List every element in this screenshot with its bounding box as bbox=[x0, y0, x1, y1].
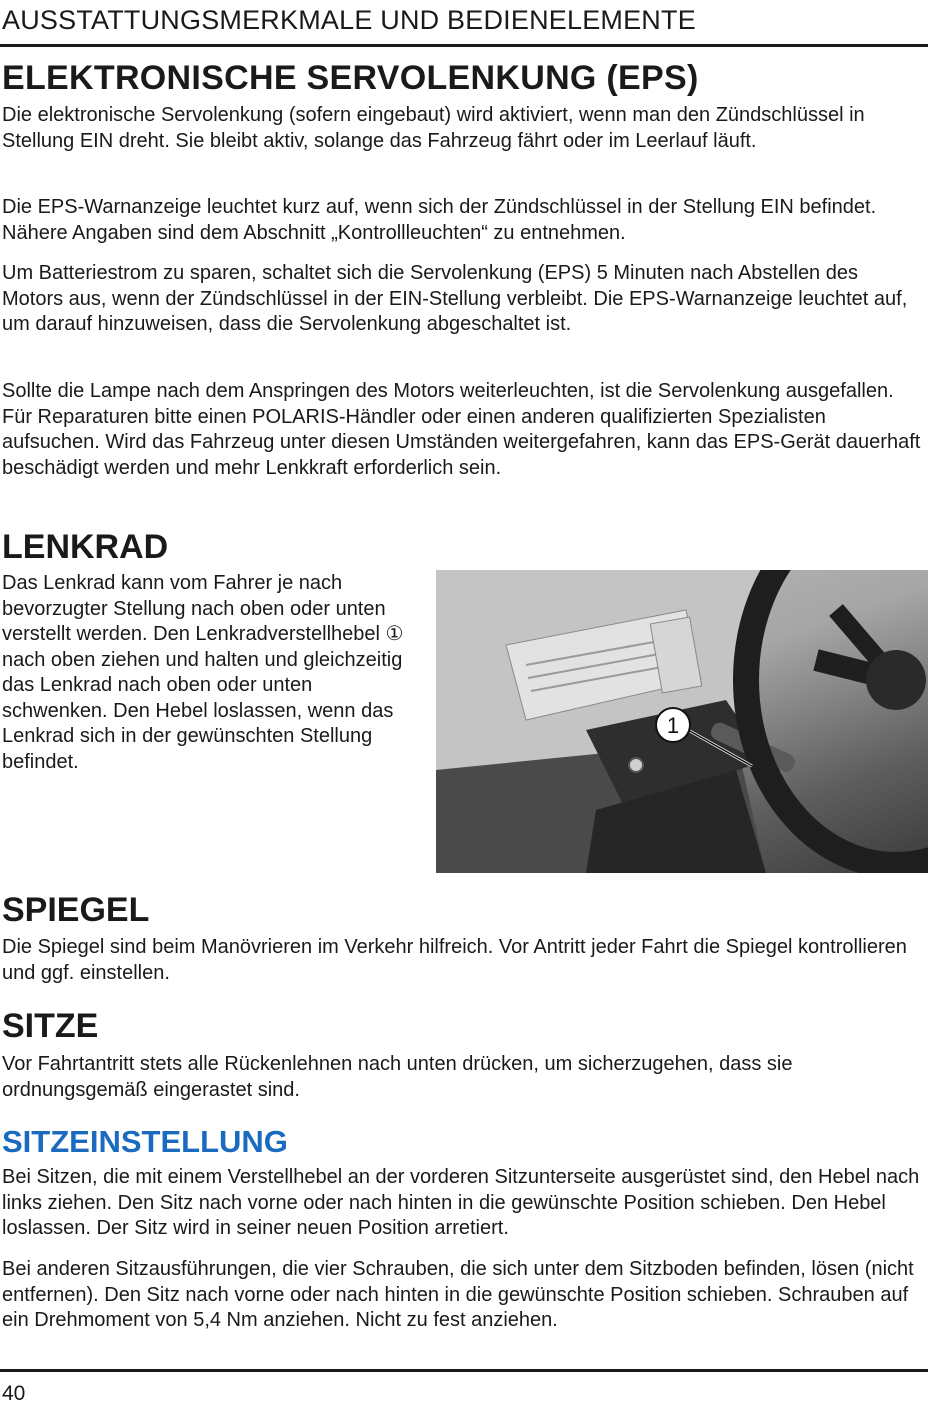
sitze-paragraph: Vor Fahrtantritt stets alle Rückenlehnen nach unten drücken, um sicherzugehen, dass sie ordnungsgemäß eingerastet sind. bbox=[2, 1053, 793, 1101]
lenkrad-paragraph: Das Lenkrad kann vom Fahrer je nach bevorzugter Stellung nach oben oder unten verstellt werden. Den Lenkradverstellhebel ① nach oben ziehen und halten und gleichzeitig das Lenkrad nach oben oder unten schwenken. Den Hebel loslassen, wenn das Lenkrad sich in der gewünschten Stellung befindet. bbox=[2, 572, 404, 773]
footer-rule bbox=[0, 1369, 928, 1372]
section-header: AUSSTATTUNGSMERKMALE UND BEDIENELEMENTE bbox=[2, 5, 696, 35]
sitzeinstellung-paragraph-1: Bei Sitzen, die mit einem Verstellhebel an der vorderen Sitzunterseite ausgerüstet sind, den Hebel nach links ziehen. Den Sitz nach vorne oder nach hinten in die gewünschte Position schieben. Den Hebel loslassen. Der Sitz wird in seiner neuen Position arretiert. bbox=[2, 1166, 920, 1239]
spiegel-paragraph: Die Spiegel sind beim Manövrieren im Verkehr hilfreich. Vor Antritt jeder Fahrt die Spiegel kontrollieren und ggf. einstellen. bbox=[2, 936, 907, 984]
sitze-heading: SITZE bbox=[2, 1007, 99, 1045]
eps-paragraph-3: Um Batteriestrom zu sparen, schaltet sich die Servolenkung (EPS) 5 Minuten nach Abstellen des Motors aus, wenn der Zündschlüssel in der EIN-Stellung verbleibt. Die EPS-Warnanzeige leuchtet auf, um darauf hinzuweisen, dass die Servolenkung abgeschaltet ist. bbox=[2, 262, 908, 335]
steering-wheel-photo bbox=[436, 570, 928, 873]
sitzeinstellung-heading: SITZEINSTELLUNG bbox=[2, 1124, 288, 1159]
eps-paragraph-4: Sollte die Lampe nach dem Anspringen des Motors weiterleuchten, ist die Servolenkung ausgefallen. Für Reparaturen bitte einen POLARIS-Händler oder einen anderen qualifizierten Spezialisten aufsuchen. Wird das Fahrzeug unter diesen Umständen weitergefahren, kann das EPS-Gerät dauerhaft beschädigt werden und mehr Lenkkraft erforderlich sein. bbox=[2, 380, 921, 479]
eps-paragraph-2: Die EPS-Warnanzeige leuchtet kurz auf, wenn sich der Zündschlüssel in der Stellung EIN befindet. Nähere Angaben sind dem Abschnitt „Kontrollleuchten“ zu entnehmen. bbox=[2, 196, 877, 244]
page-number: 40 bbox=[2, 1382, 26, 1405]
callout-number: 1 bbox=[666, 713, 680, 738]
lenkrad-heading: LENKRAD bbox=[2, 528, 169, 566]
header-rule bbox=[0, 44, 928, 47]
spiegel-heading: SPIEGEL bbox=[2, 891, 150, 929]
eps-paragraph-1: Die elektronische Servolenkung (sofern eingebaut) wird aktiviert, wenn man den Zündschlüssel in Stellung EIN dreht. Sie bleibt aktiv, solange das Fahrzeug fährt oder im Leerlauf läuft. bbox=[2, 104, 865, 152]
sitzeinstellung-paragraph-2: Bei anderen Sitzausführungen, die vier Schrauben, die sich unter dem Sitzboden befinden, lösen (nicht entfernen). Den Sitz nach vorne oder nach hinten in die gewünschte Position schieben. Schrauben auf ein Drehmoment von 5,4 Nm anziehen. Nicht zu fest anziehen. bbox=[2, 1258, 914, 1331]
eps-heading: ELEKTRONISCHE SERVOLENKUNG (EPS) bbox=[2, 59, 699, 97]
